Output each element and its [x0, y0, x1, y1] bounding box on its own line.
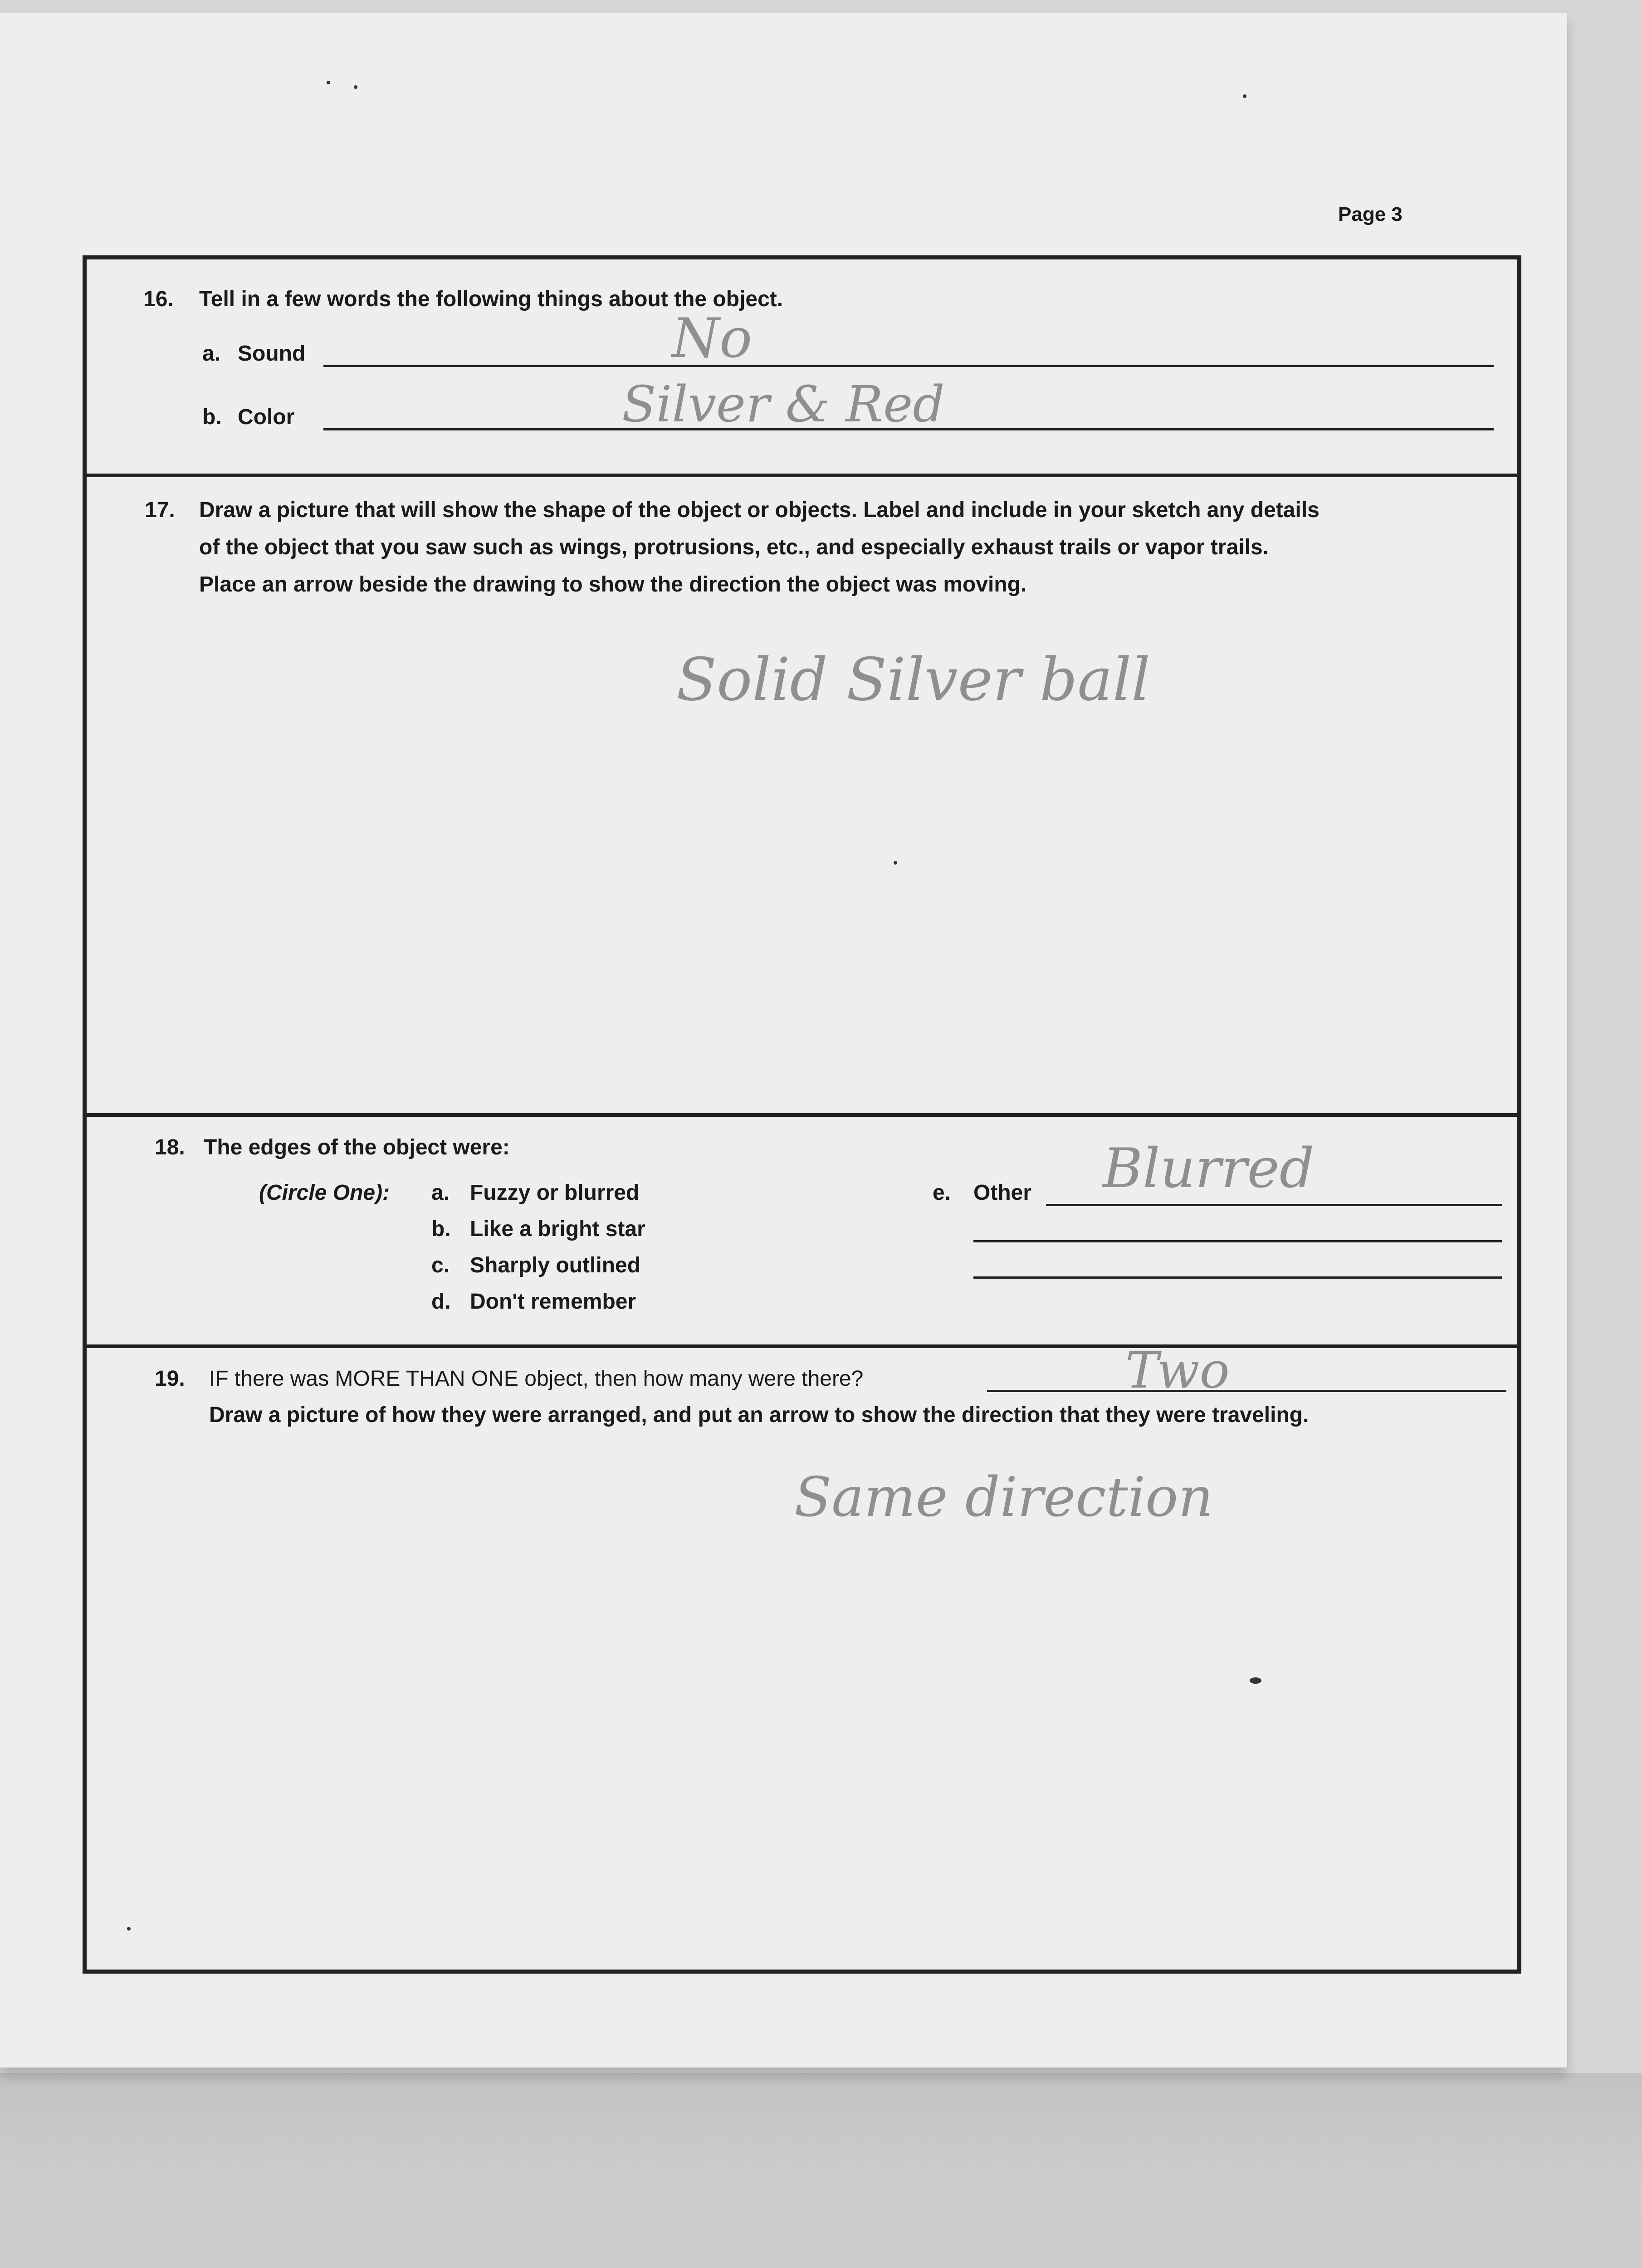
question-19-line-2: Draw a picture of how they were arranged, and put an arrow to show the direction that they were traveling.: [209, 1403, 1309, 1427]
other-answer-line-3[interactable]: [973, 1276, 1502, 1279]
question-18-number: 18.: [155, 1135, 185, 1159]
option-d-letter: d.: [431, 1290, 451, 1314]
q17-sketch-answer: Solid Silver ball: [676, 645, 1150, 714]
question-17-line-1: Draw a picture that will show the shape of the object or objects. Label and include in your sketch any details: [199, 498, 1319, 522]
q16-color-answer: Silver & Red: [622, 375, 945, 433]
option-b-letter: b.: [431, 1217, 451, 1241]
question-17-section: [87, 477, 1517, 1117]
option-a-letter: a.: [431, 1181, 450, 1205]
option-e-text: Other: [973, 1181, 1032, 1205]
question-16-number: 16.: [143, 287, 174, 311]
option-e-letter: e.: [933, 1181, 951, 1205]
question-18-text: The edges of the object were:: [204, 1135, 510, 1159]
q19-count-answer: Two: [1125, 1341, 1230, 1399]
background-strip: [0, 2073, 1642, 2268]
q16-color-label: Color: [238, 405, 295, 429]
question-18-section: [87, 1117, 1517, 1348]
option-a-text[interactable]: Fuzzy or blurred: [470, 1181, 640, 1205]
option-d-text[interactable]: Don't remember: [470, 1290, 636, 1314]
question-19-number: 19.: [155, 1367, 185, 1391]
question-19-section: [87, 1341, 1517, 1970]
q16-a-letter: a.: [202, 342, 221, 366]
questionnaire-form: [83, 255, 1521, 1974]
q19-sketch-answer: Same direction: [794, 1466, 1213, 1529]
option-b-text[interactable]: Like a bright star: [470, 1217, 645, 1241]
q16-b-letter: b.: [202, 405, 222, 429]
question-17-number: 17.: [145, 498, 175, 522]
option-c-letter: c.: [431, 1253, 450, 1277]
question-19-line-1: IF there was MORE THAN ONE object, then how many were there?: [209, 1367, 864, 1391]
other-answer-line-2[interactable]: [973, 1240, 1502, 1242]
question-17-line-2: of the object that you saw such as wings, protrusions, etc., and especially exhaust trails or vapor trails.: [199, 535, 1269, 559]
question-17-line-3: Place an arrow beside the drawing to show the direction the object was moving.: [199, 572, 1027, 596]
q16-sound-label: Sound: [238, 342, 306, 366]
q19-count-line[interactable]: [987, 1390, 1506, 1392]
page-number: Page 3: [1338, 203, 1403, 225]
q16-sound-answer: No: [672, 307, 753, 370]
q18-other-answer: Blurred: [1103, 1137, 1315, 1200]
option-c-text[interactable]: Sharply outlined: [470, 1253, 641, 1277]
other-answer-line-1[interactable]: [1046, 1204, 1502, 1206]
circle-one-instruction: (Circle One):: [259, 1181, 390, 1205]
question-16-section: [87, 259, 1517, 477]
form-page: [0, 13, 1567, 2068]
q16-sound-line[interactable]: [323, 365, 1494, 367]
question-16-text: Tell in a few words the following things about the object.: [199, 287, 783, 311]
